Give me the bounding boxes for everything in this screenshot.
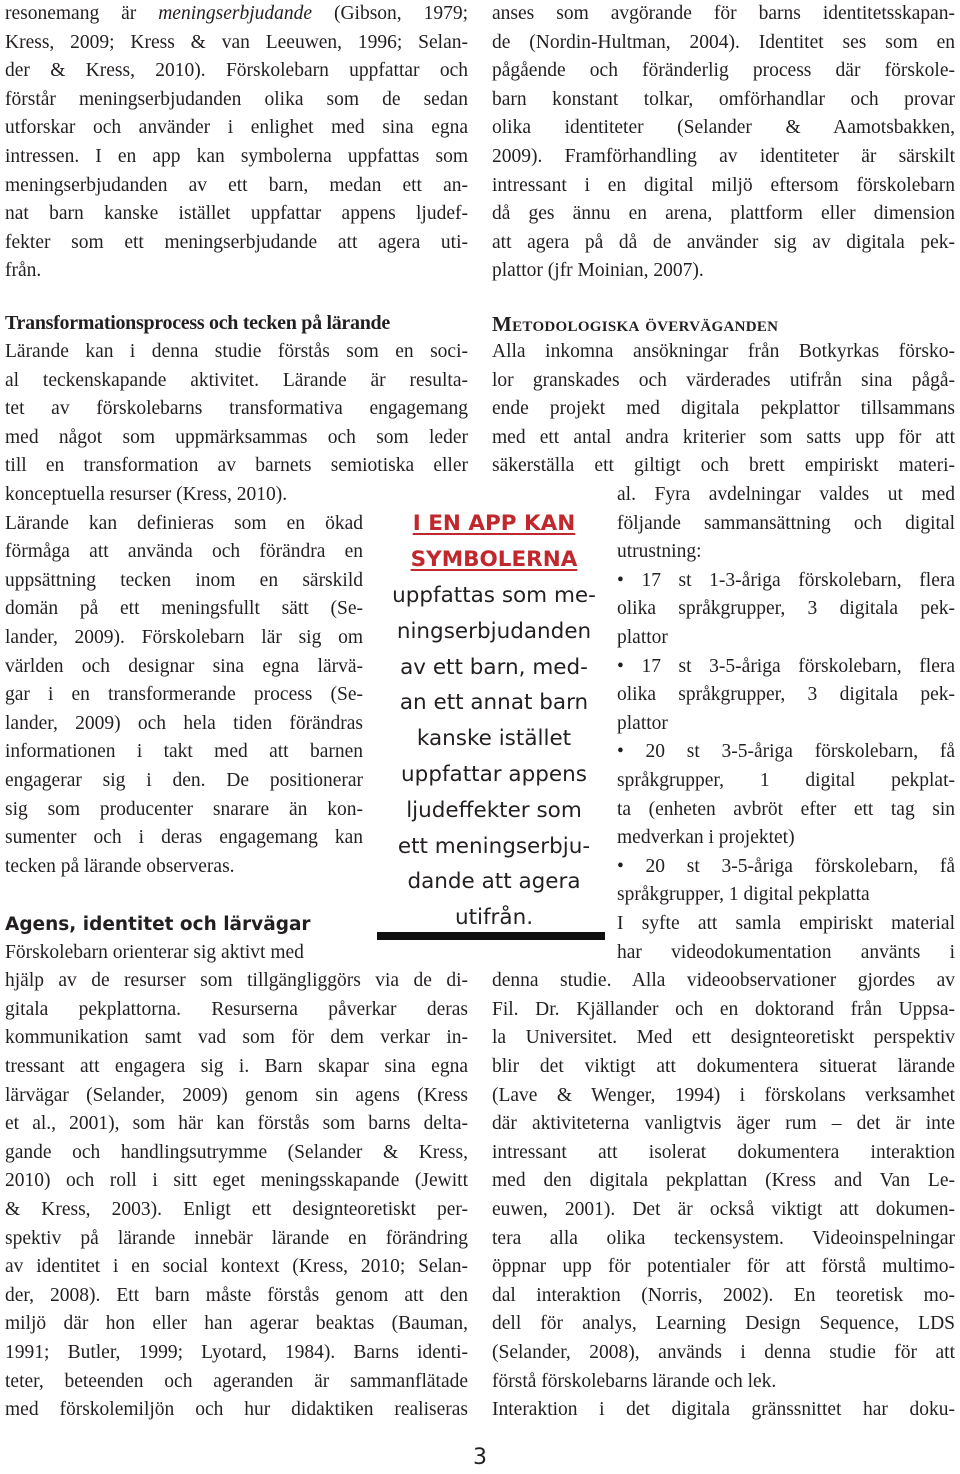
text-line: fekter som ett meningserbjudande att agera uti- [5, 231, 468, 253]
text-line: olika identiteter (Selander & Aamotsbakken, [492, 117, 955, 139]
pull-quote-line: an ett annat barn [399, 690, 589, 716]
text-line: intressen. I en app kan symbolerna uppfattas som [5, 146, 468, 167]
pull-quote-line: uppfattas som me- [392, 583, 596, 608]
pull-quote-line: ett meningserbju- [397, 833, 591, 859]
text-line: utforskar och använder i enlighet med sina egna [5, 117, 468, 139]
text-line: med något som uppmärksammas och som leder [5, 426, 468, 448]
text-line: språkgrupper, 1 digital pekplatta [617, 884, 870, 906]
text-line: kommunikation samt vad som för dem verkar in- [5, 1027, 468, 1049]
text-line: lander, 2009) och hela tiden förändras [5, 712, 363, 734]
text-line: blir det viktigt att dokumentera situerat lärande [492, 1056, 955, 1077]
pull-quote-line: uppfattar appens [401, 762, 587, 787]
pull-quote-line: kanske istället [416, 726, 572, 752]
text-line: från. [5, 260, 42, 282]
text-line: intressant i en digital miljö eftersom förskolebarn [492, 174, 955, 196]
text-line: tera alla olika teckensystem. Videoinspelningar [492, 1227, 955, 1249]
text-line: att agera på då de använder sig av digitala pek- [492, 231, 955, 253]
text-line: öppnar upp för potentialer för att förstå multimo- [492, 1256, 955, 1278]
text-line: plattor (jfr Moinian, 2007). [492, 260, 704, 282]
text-line: • 17 st 3-5-åriga förskolebarn, flera [617, 655, 955, 677]
text-line: språkgrupper, 1 digital pekplat- [617, 770, 955, 791]
text-line: miljö där hon eller han agerar beaktas (Bauman, [5, 1313, 468, 1335]
text-line: olika språkgrupper, 3 digitala pek- [617, 598, 955, 620]
text-line: teter, beteenden och ageranden är sammanflätade [5, 1370, 468, 1392]
text-line: Förskolebarn orienterar sig aktivt med [5, 941, 304, 963]
section-heading-metod: Metodologiska överväganden [492, 312, 779, 336]
text-line: plattor [617, 712, 668, 734]
page-number: 3 [473, 1445, 487, 1470]
text-line: 2010) och roll i sitt eget meningsskapande (Jewitt [5, 1170, 468, 1192]
text-line: (Selander, 2008), används i denna studie för att [492, 1342, 955, 1363]
text-line: pågående och föränderlig process där förskole- [492, 60, 955, 82]
text-line: lander, 2009). Förskolebarn lär sig om [5, 627, 363, 648]
pull-quote-line: utifrån. [454, 905, 534, 931]
text-line: olika språkgrupper, 3 digitala pek- [617, 684, 955, 706]
text-line: hjälp av de resurser som tillgängliggörs via de di- [5, 970, 468, 992]
text-line: säkerställa ett giltigt och brett empiriskt materi- [492, 455, 955, 477]
text-line: Lärande kan i denna studie förstås som en soci- [5, 341, 468, 362]
text-line: förstår meningserbjudanden olika som de sedan [5, 88, 468, 110]
text-line: engagerar sig i den. De positionerar [5, 770, 363, 791]
text-line: Lärande kan definieras som en ökad [5, 512, 363, 534]
text-line: tecken på lärande observeras. [5, 855, 235, 877]
text-line: 1991; Butler, 1999; Lyotard, 1984). Barns identi- [5, 1341, 468, 1363]
text-line: ta (enheten avbröt efter ett tag sin [617, 798, 955, 820]
text-line: & Kress, 2003). Enligt ett designteoretiskt per- [5, 1198, 468, 1220]
pull-quote-heading: I EN APP KAN [412, 511, 576, 536]
text-line: der & Kress, 2010). Förskolebarn uppfattar och [5, 60, 468, 82]
text-line: spektiv på lärande innebär lärande en förändring [5, 1227, 468, 1249]
pull-quote-line: av ett barn, med- [400, 654, 588, 680]
text-line: tet av förskolebarns transformativa engagemang [5, 398, 468, 420]
text-line: förmåga att använda och förändra en [5, 541, 363, 563]
emphasis: meningserbjudande [158, 3, 313, 24]
text-line: nat barn kanske istället uppfattar appens ljudef- [5, 203, 468, 225]
text-line: anses som avgörande för barns identitetsskapan- [492, 3, 955, 24]
text-line: denna studie. Alla videoobservationer gjordes av [492, 970, 955, 992]
text-line: medverkan i projektet) [617, 827, 795, 849]
section-heading-transformation: Transformationsprocess och tecken på lärande [5, 312, 390, 334]
text-line: la Universitet. Med ett designteoretiskt perspektiv [492, 1027, 955, 1049]
pull-quote-line: ljudeffekter som [406, 797, 582, 823]
text-line: med den digitala pekplattan (Kress and Van Le- [492, 1170, 955, 1192]
text-line: har videodokumentation använts i [617, 941, 955, 963]
text-line: världen och designar sina egna lärvä- [5, 655, 363, 677]
text-line: euwen, 2001). Det är också viktigt att dokumen- [492, 1199, 955, 1220]
text-line: al teckenskapande aktivitet. Lärande är resulta- [5, 369, 468, 391]
text-line: • 20 st 3-5-åriga förskolebarn, få [617, 855, 955, 877]
text-line: 2009). Framförhandling av identiteter är särskilt [492, 146, 955, 167]
text-line: barn konstant tolkar, omförhandlar och provar [492, 88, 955, 110]
text-line: med förskolemiljön och hur didaktiken realiseras [5, 1399, 468, 1421]
text-line: ende projekt med digitala pekplattor tillsammans [492, 398, 955, 420]
text-line: till en transformation av barnets semiotiska eller [5, 455, 468, 477]
text-line: gar i en transformerande process (Se- [5, 684, 363, 706]
text-line: meningserbjudanden av ett barn, medan ett an- [5, 174, 468, 196]
text-line: al. Fyra avdelningar valdes ut med [617, 484, 955, 505]
text-line: resonemang är meningserbjudande (Gibson, 1979; [5, 3, 468, 24]
text-line: de (Nordin-Hultman, 2004). Identitet ses som en [492, 31, 955, 53]
text-line: I syfte att samla empiriskt material [617, 913, 955, 934]
text-line: der, 2008). Ett barn måste förstås genom att den [5, 1284, 468, 1306]
text-line: konceptuella resurser (Kress, 2010). [5, 484, 288, 505]
text-line: (Lave & Wenger, 1994) i förskolans verksamhet [492, 1084, 955, 1106]
text-line: domän på ett meningsfullt sätt (Se- [5, 598, 363, 620]
text-line: Interaktion i det digitala gränssnittet har doku- [492, 1399, 955, 1421]
text-line: tressant att engagera sig i. Barn skapar sina egna [5, 1055, 468, 1077]
text-line: gitala pekplattorna. Resurserna påverkar deras [5, 998, 468, 1020]
text-line: med ett antal andra kriterier som satts upp för att [492, 426, 955, 448]
pull-quote-line: ningserbjudanden [396, 618, 592, 644]
text-line: dal interaktion (Norris, 2002). En teoretisk mo- [492, 1284, 955, 1306]
text-line: lor granskades och värderades utifrån sina pågå- [492, 369, 955, 391]
text-line: • 17 st 1-3-åriga förskolebarn, flera [617, 569, 955, 591]
pull-quote-line: dande att agera [407, 869, 581, 895]
text-line: • 20 st 3-5-åriga förskolebarn, få [617, 741, 955, 763]
text-line: gande och handlingsutrymme (Selander & Kress, [5, 1141, 468, 1163]
pull-quote-heading: SYMBOLERNA [410, 547, 578, 572]
text-line: plattor [617, 627, 668, 648]
text-line: följande sammansättning och digital [617, 512, 955, 534]
text-line: et al., 2001), som här kan förstås som barns delta- [5, 1113, 468, 1135]
text-line: då ges ännu en arena, plattform eller dimension [492, 203, 955, 225]
text-line: där aktiviteterna vanligtvis äger rum – det är inte [492, 1113, 955, 1135]
text-line: Fil. Dr. Kjällander och en doktorand från Uppsa- [492, 998, 955, 1020]
text-line: sumenter och i deras engagemang kan [5, 827, 363, 849]
text-line: förstå förskolebarns lärande och lek. [492, 1370, 777, 1392]
text-line: dell för analys, Learning Design Sequence, LDS [492, 1313, 955, 1335]
text-line: intressant att isolerat dokumentera interaktion [492, 1141, 955, 1163]
text-line: sig som producenter snarare än kon- [5, 798, 363, 820]
text-line: informationen i takt med att barnen [5, 741, 363, 763]
text-line: lärvägar (Selander, 2009) genom sin agens (Kress [5, 1084, 468, 1106]
text-line: Kress, 2009; Kress & van Leeuwen, 1996; Selan- [5, 31, 468, 53]
pull-quote-rule [377, 932, 605, 940]
text-line: utrustning: [617, 541, 702, 563]
text-line: Alla inkomna ansökningar från Botkyrkas försko- [492, 341, 955, 362]
section-heading-agens: Agens, identitet och lärvägar [5, 914, 311, 935]
text-line: uppsättning tecken inom en särskild [5, 569, 363, 591]
text-line: av identitet i en social kontext (Kress, 2010; Selan- [5, 1256, 468, 1278]
